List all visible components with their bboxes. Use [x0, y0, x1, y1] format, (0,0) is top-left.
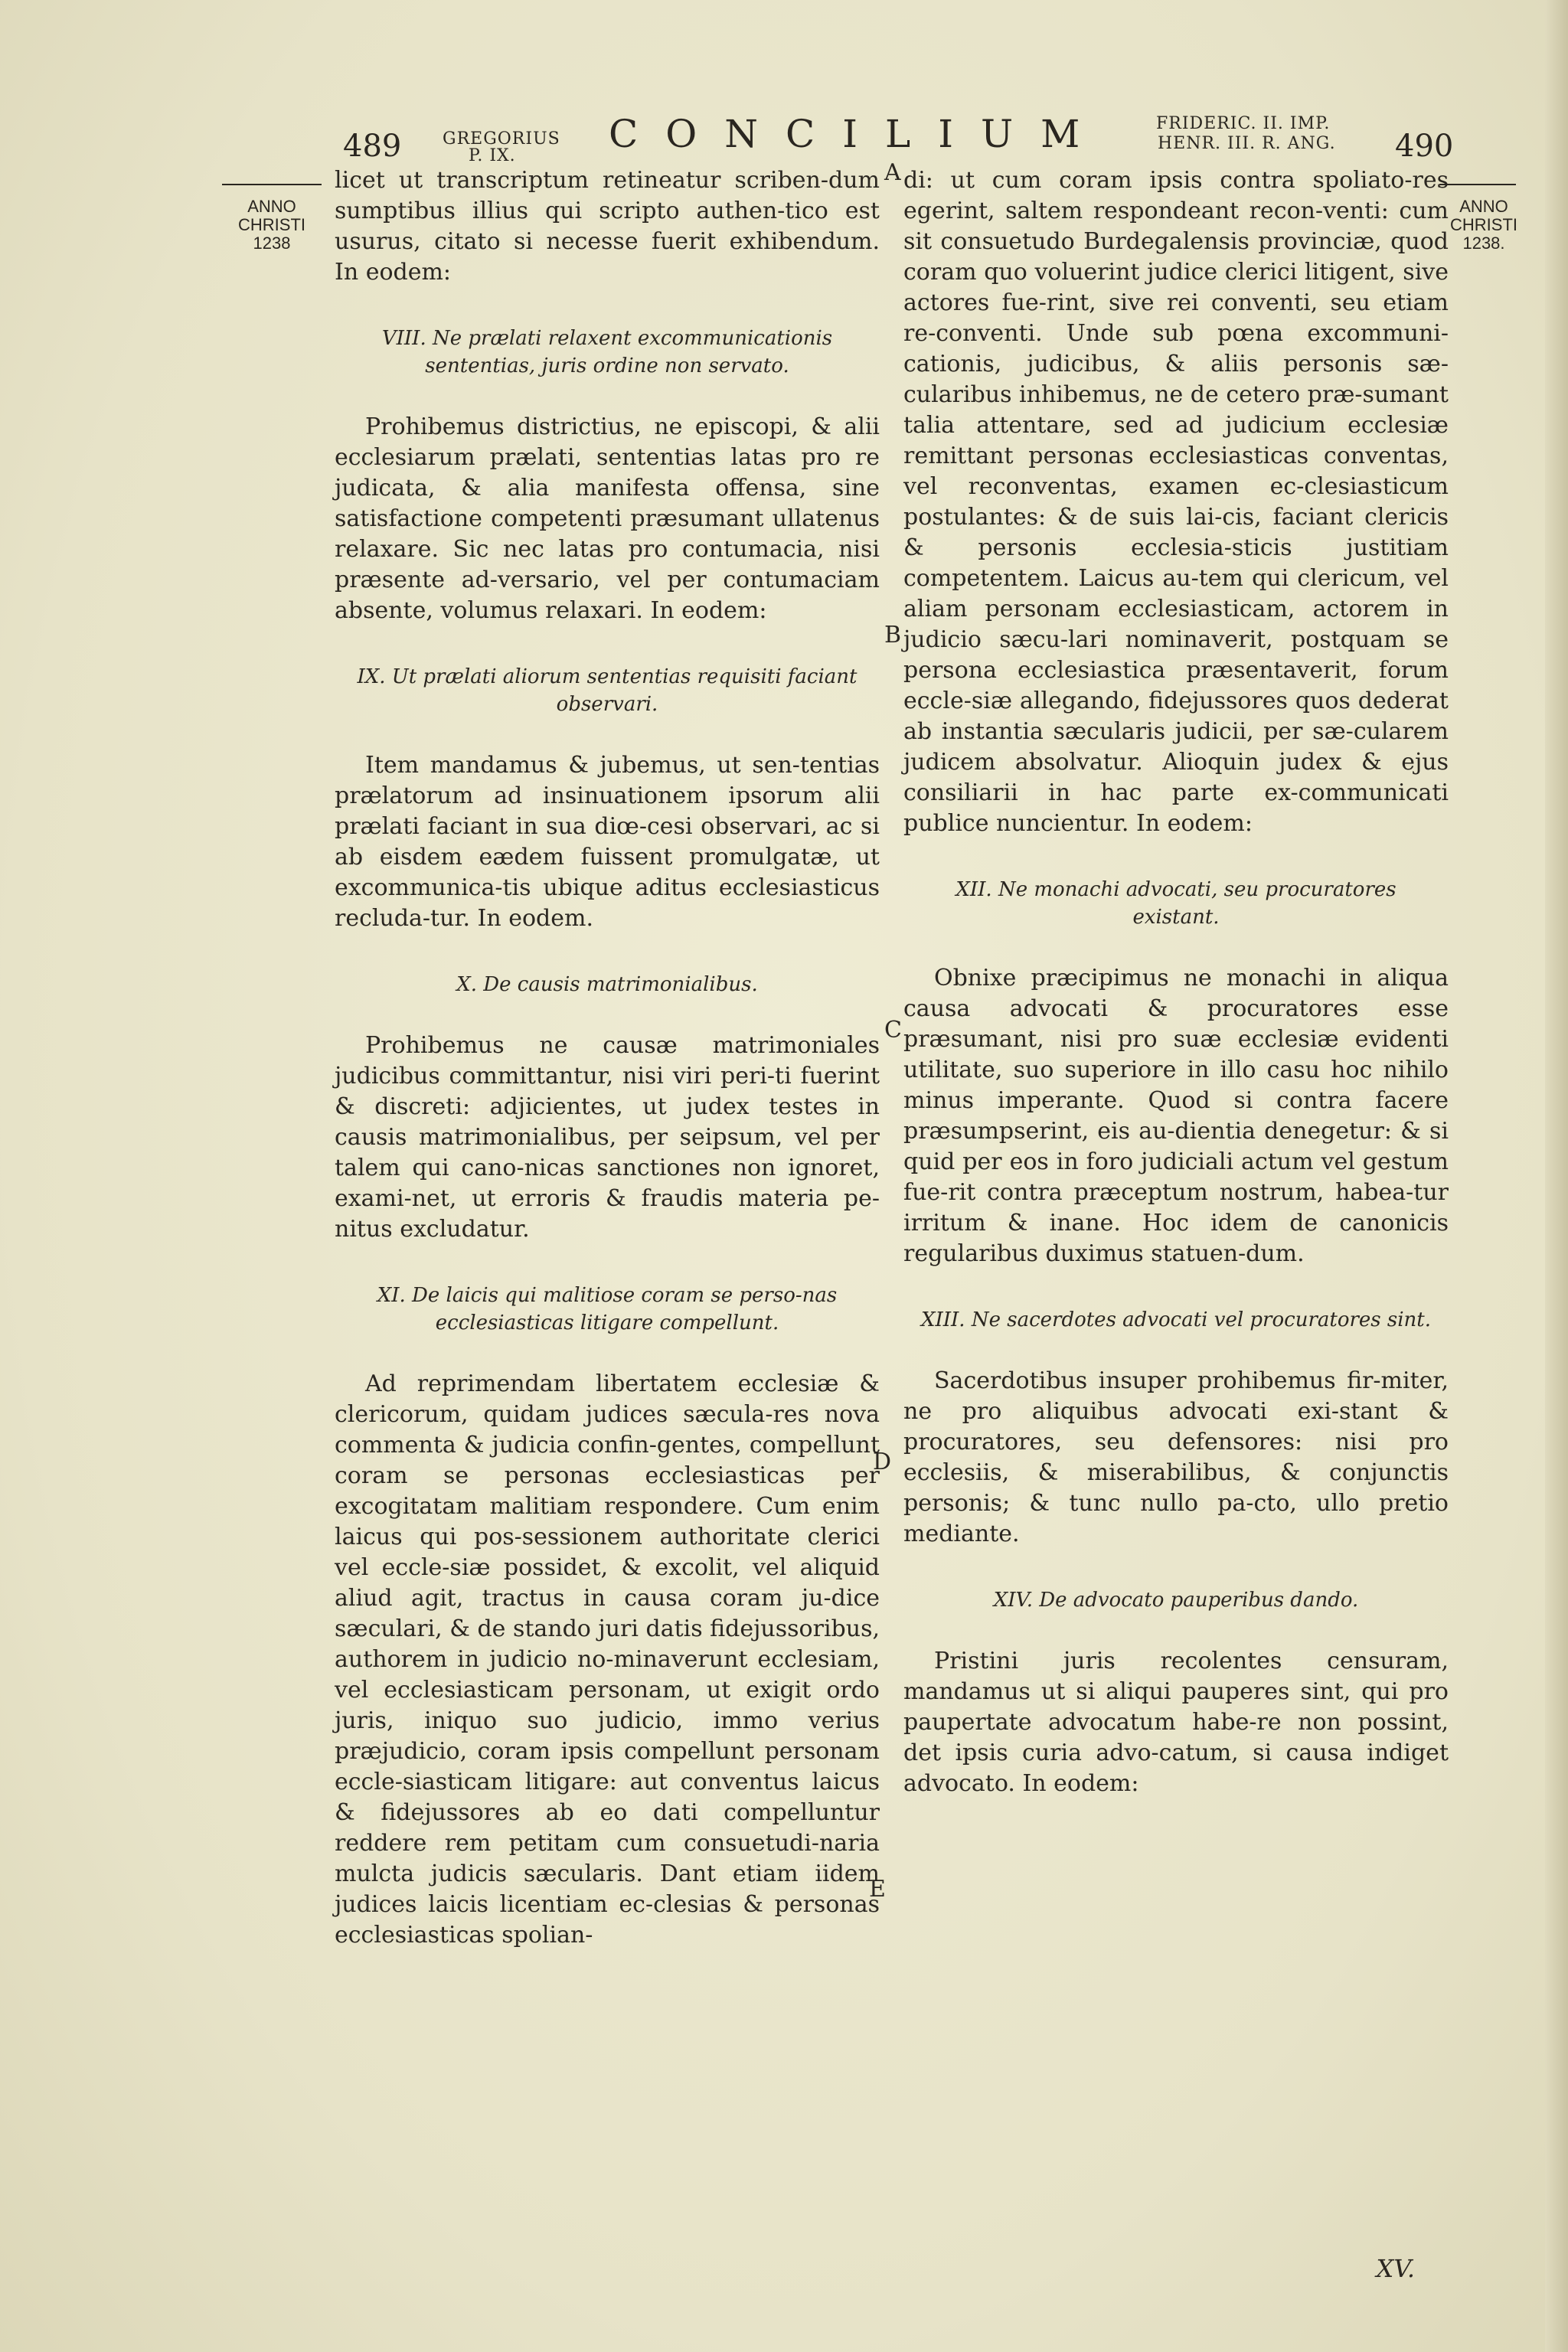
page-title: CONCILIUM — [609, 112, 1108, 156]
section-heading: VIII. Ne prælati relaxent excommunicationis sententias, juris ordine non servato. — [381, 327, 833, 377]
margin-note-line: CHRISTI — [238, 215, 305, 234]
section-heading: XIII. Ne sacerdotes advocati vel procuratores sint. — [920, 1308, 1432, 1331]
paragraph-text: Prohibemus ne causæ matrimoniales judicibus committantur, nisi viri peri-ti fuerint & discreti: adjicientes, ut judex testes in causis matrimonialibus, per seipsum, vel per talem qui cano-nicas sanctiones non ignoret, exami-net, ut erroris & fraudis materia pe-nitus excludatur. — [335, 1032, 880, 1243]
left-running-head-sub: P. IX. — [469, 146, 516, 165]
left-margin-note — [230, 198, 314, 253]
right-running-head: FRIDERIC. II. IMP. — [1156, 114, 1331, 133]
paragraph — [335, 750, 880, 934]
right-running-head-sub: HENR. III. R. ANG. — [1158, 134, 1336, 153]
right-margin-note — [1446, 198, 1522, 253]
section-heading: XIV. De advocato pauperibus dando. — [993, 1589, 1359, 1612]
section-marker-b: B — [884, 622, 902, 648]
paragraph-text: Pristini juris recolentes censuram, mandamus ut si aliqui pauperes sint, qui pro paupertate advocatum habe-re non possint, det ipsis curia advo-catum, si causa indiget advocato. In eodem: — [903, 1648, 1449, 1797]
paragraph — [335, 165, 880, 288]
paragraph — [335, 1031, 880, 1245]
paragraph — [903, 1646, 1449, 1799]
section-heading: IX. Ut prælati aliorum sententias requisiti faciant observari. — [357, 665, 858, 716]
paragraph — [335, 1369, 880, 1951]
paragraph-text: Obnixe præcipimus ne monachi in aliqua causa advocati & procuratores esse præsumant, nisi pro suæ ecclesiæ evidenti utilitate, suo superiore in illo casu hoc nihilo minus imperante. Quod si contra facere præsumpserint, eis au-dientia denegetur: & si quid per eos in foro judiciali actum vel gestum fue-rit contra præceptum nostrum, habea-tur irritum & inane. Hoc idem de canonicis regularibus duximus statuen-dum. — [903, 965, 1449, 1267]
right-page-number: 490 — [1395, 129, 1454, 164]
margin-note-line: 1238 — [253, 234, 291, 253]
paragraph-text: di: ut cum coram ipsis contra spoliato-res egerint, saltem respondeant recon-venti: cum sit consuetudo Burdegalensis provinciæ, quod coram quo voluerint judice clerici litigent, sive actores fue-rint, sive rei conventi, seu etiam re-conventi. Unde sub pœna excommuni-cationis, judicibus, & aliis personis sæ-cularibus inhibemus, ne de cetero præ-sumant talia attentare, sed ad judicium ecclesiæ remittant personas ecclesiasticas conventas, vel reconventas, examen ec-clesiasticum postulantes: & de suis lai-cis, faciant clericis & personis ecclesia-sticis justitiam competentem. Laicus au-tem qui clericum, vel aliam personam ecclesiasticam, actorem in judicio sæcu-lari nominaverit, postquam se persona ecclesiastica præsentaverit, forum eccle-siæ allegando, fidejussores quos dederat ab instantia sæcularis judicii, per sæ-cularem judicem absolvatur. Alioquin judex & ejus consiliarii in hac parte ex-communicati publice nuncientur. In eodem: — [903, 167, 1449, 837]
paragraph — [903, 165, 1449, 839]
paragraph — [903, 1366, 1449, 1550]
left-page-number: 489 — [343, 129, 402, 164]
section-marker-c: C — [884, 1017, 902, 1044]
catchword: XV. — [1376, 2254, 1415, 2283]
section-heading: XII. Ne monachi advocati, seu procuratores existant. — [956, 878, 1396, 929]
left-column — [335, 165, 880, 1951]
paragraph-text: Sacerdotibus insuper prohibemus fir-miter, ne pro aliquibus advocati exi-stant & procuratores, seu defensores: nisi pro ecclesiis, & miserabilibus, & conjunctis personis; & tunc nullo pa-cto, ullo pretio mediante. — [903, 1367, 1449, 1547]
paragraph-text: Prohibemus districtius, ne episcopi, & alii ecclesiarum prælati, sententias latas pro re judicata, & alia manifesta offensa, sine satisfactione competenti præsumant ullatenus relaxare. Sic nec latas pro contumacia, nisi præsente ad-versario, vel per contumaciam absente, volumus relaxari. In eodem: — [335, 413, 880, 624]
paragraph-text: licet ut transcriptum retineatur scriben-dum sumptibus illius qui scripto authen-tico est usurus, citato si necesse fuerit exhibendum. In eodem: — [335, 167, 880, 286]
section-heading: X. De causis matrimonialibus. — [456, 973, 758, 996]
right-margin-rule — [1439, 184, 1516, 185]
section-marker-e: E — [869, 1876, 886, 1903]
margin-note-line: ANNO — [247, 197, 296, 216]
margin-note-line: ANNO — [1459, 197, 1508, 216]
margin-note-line: 1238. — [1462, 234, 1505, 253]
left-margin-rule — [222, 184, 322, 185]
margin-note-line: CHRISTI — [1450, 215, 1517, 234]
paragraph-text: Item mandamus & jubemus, ut sen-tentias prælatorum ad insinuationem ipsorum alii prælati faciant in sua diœ-cesi observari, ac si ab eisdem eædem fuissent promulgatæ, ut excommunica-tis ubique aditus ecclesiasticus recluda-tur. In eodem. — [335, 752, 880, 932]
right-column — [903, 165, 1449, 1799]
paragraph — [903, 963, 1449, 1269]
section-marker-d: D — [873, 1449, 892, 1475]
section-marker-a: A — [884, 159, 901, 186]
paragraph — [335, 412, 880, 626]
left-running-head: GREGORIUS — [443, 129, 560, 149]
paragraph-text: Ad reprimendam libertatem ecclesiæ & clericorum, quidam judices sæcula-res nova commenta & judicia confin-gentes, compellunt coram se personas ecclesiasticas per excogitatam malitiam respondere. Cum enim laicus qui pos-sessionem authoritate clerici vel eccle-siæ possidet, & excolit, vel aliquid aliud agit, tractus in causa coram ju-dice sæculari, & de stando juri datis fidejussoribus, authorem in judicio no-minaverunt ecclesiam, vel ecclesiasticam personam, ut exigit ordo juris, iniquo suo judicio, immo verius præjudicio, coram ipsis compellunt personam eccle-siasticam litigare: aut conventus laicus & fidejussores ab eo dati compelluntur reddere rem petitam cum consuetudi-naria mulcta judicis sæcularis. Dant etiam iidem judices laicis licentiam ec-clesias & personas ecclesiasticas spolian- — [335, 1370, 880, 1949]
section-heading: XI. De laicis qui malitiose coram se perso-nas ecclesiasticas litigare compellunt. — [377, 1284, 838, 1334]
adjacent-page-edge — [1545, 0, 1568, 2352]
